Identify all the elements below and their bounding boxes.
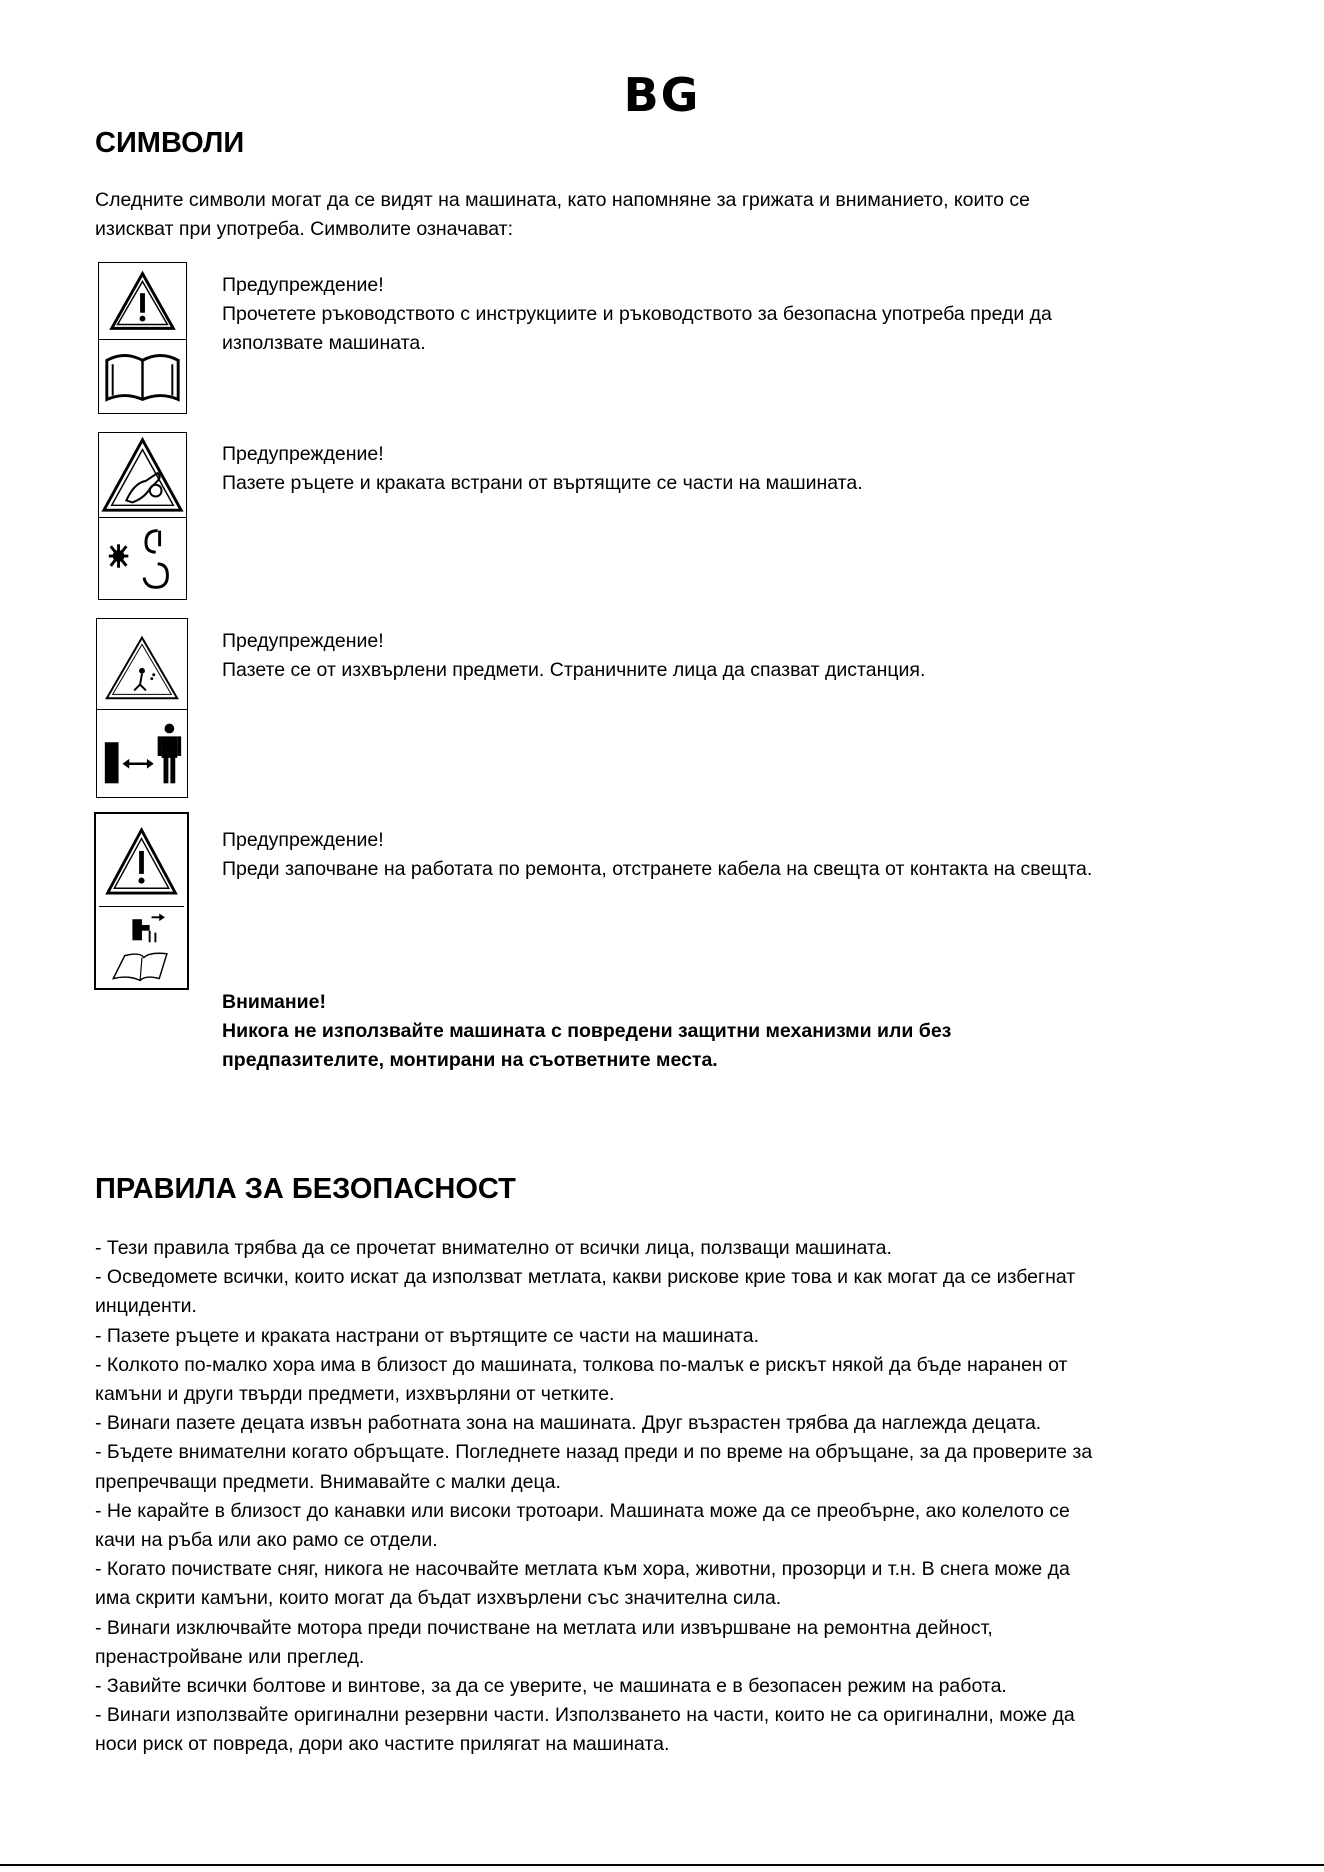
footer-rule: [0, 1864, 1324, 1866]
rule-line: носи риск от повреда, дори ако частите прилягат на машината.: [95, 1733, 670, 1756]
rule-line: - Винаги изключвайте мотора преди почистване на метлата или извършване на ремонтна дейност,: [95, 1616, 993, 1639]
rule-line: - Завийте всички болтове и винтове, за да се уверите, че машината е в безопасен режим на работа.: [95, 1675, 1007, 1698]
symbol-2-icons: [98, 432, 187, 600]
rule-line: има скрити камъни, които могат да бъдат изхвърлени със значителна сила.: [95, 1587, 782, 1610]
rotating-brush-icon: [99, 516, 186, 599]
rule-line: - Винаги пазете децата извън работната зона на машината. Друг възрастен трябва да наглежда децата.: [95, 1412, 1042, 1435]
symbol-2-text: [222, 440, 863, 498]
warning-triangle-icon: [99, 263, 186, 340]
symbol-3-text: [222, 627, 925, 685]
symbol-4-line-1: Преди започване на работата по ремонта, отстранете кабела на свещта от контакта на свещта.: [222, 858, 1093, 880]
rule-line: - Бъдете внимателни когато обръщате. Погледнете назад преди и по време на обръщане, за да проверите за: [95, 1441, 1093, 1464]
symbol-1-line-1: Прочетете ръководството с инструкциите и ръководството за безопасна употреба преди да: [222, 303, 1052, 325]
symbol-1-title: Предупреждение!: [222, 274, 384, 296]
caution-title: Внимание!: [222, 991, 326, 1013]
safety-rules-list: [95, 1234, 1245, 1760]
symbol-1-text: [222, 271, 1052, 358]
symbol-3-icons: [96, 618, 188, 798]
symbol-4-text: [222, 826, 1092, 884]
safety-heading: ПРАВИЛА ЗА БЕЗОПАСНОСТ: [95, 1173, 516, 1205]
rule-line: - Винаги използвайте оригинални резервни части. Използването на части, които не са оригинални, може да: [95, 1704, 1075, 1727]
rule-line: препречващи предмети. Внимавайте с малки деца.: [95, 1470, 561, 1493]
symbol-1-icons: [98, 262, 187, 414]
caution-block: [222, 988, 951, 1075]
rule-line: пренастройване или преглед.: [95, 1645, 365, 1668]
intro-line-1: Следните символи могат да се видят на машината, като напомняне за грижата и вниманието, които се: [95, 189, 1030, 211]
thrown-objects-warning-icon: [97, 619, 187, 710]
rule-line: - Тези правила трябва да се прочетат внимателно от всички лица, ползващи машината.: [95, 1237, 892, 1259]
warning-triangle-icon: [99, 817, 184, 907]
symbol-4-icons: [94, 812, 189, 990]
intro-line-2: изискват при употреба. Символите означават:: [95, 218, 514, 240]
symbol-4-title: Предупреждение!: [222, 829, 384, 851]
rule-line: - Колкото по-малко хора има в близост до машината, толкова по-малък е рискът някой да бъде наранен от: [95, 1353, 1068, 1376]
open-book-icon: [99, 338, 186, 413]
rule-line: - Не карайте в близост до канавки или високи тротоари. Машината може да се преобърне, ако колелото се: [95, 1499, 1070, 1522]
keep-distance-icon: [97, 708, 187, 797]
rule-line: качи на ръба или ако рамо се отдели.: [95, 1529, 438, 1552]
hand-rotating-parts-warning-icon: [99, 433, 186, 518]
rule-line: инциденти.: [95, 1295, 197, 1318]
spark-plug-manual-icon: [96, 906, 187, 988]
rule-line: - Когато почиствате сняг, никога не насочвайте метлата към хора, животни, прозорци и т.н. В снега може да: [95, 1558, 1070, 1581]
symbol-2-title: Предупреждение!: [222, 443, 384, 465]
symbols-heading: СИМВОЛИ: [95, 127, 245, 159]
symbol-1-line-2: използвате машината.: [222, 332, 426, 354]
rule-line: камъни и други твърди предмети, изхвърляни от четките.: [95, 1383, 615, 1406]
rule-line: - Пазете ръцете и краката настрани от въртящите се части на машината.: [95, 1324, 760, 1347]
rule-line: - Осведомете всички, които искат да използват метлата, какви рискове крие това и как могат да се избегнат: [95, 1266, 1076, 1289]
caution-line-2: предпазителите, монтирани на съответните места.: [222, 1049, 718, 1071]
symbol-2-line-1: Пазете ръцете и краката встрани от въртящите се части на машината.: [222, 472, 863, 494]
symbol-3-title: Предупреждение!: [222, 630, 384, 652]
caution-line-1: Никога не използвайте машината с повредени защитни механизми или без: [222, 1020, 952, 1042]
language-code: BG: [623, 68, 701, 122]
symbol-3-line-1: Пазете се от изхвърлени предмети. Страничните лица да спазват дистанция.: [222, 659, 926, 681]
symbols-intro: [95, 186, 1030, 244]
